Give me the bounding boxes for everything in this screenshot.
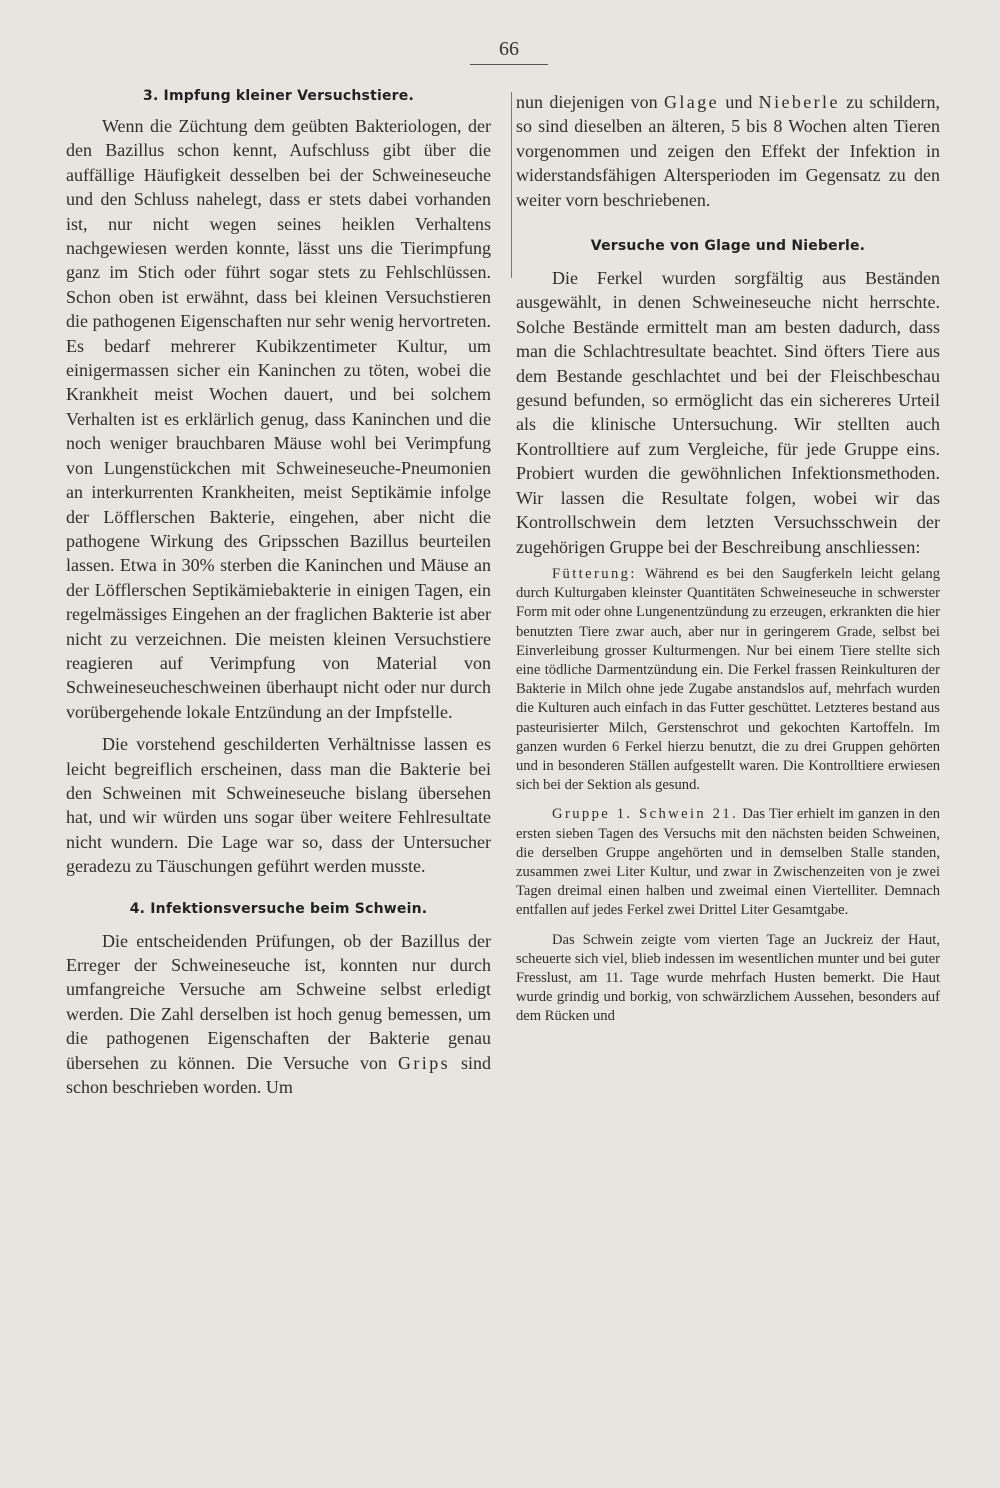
paragraph [516,90,940,212]
left-column [66,82,491,1099]
right-column [516,82,940,1027]
paragraph [66,929,491,1100]
author-name-glage: Glage [664,92,719,112]
paragraph: Die Ferkel wurden sorgfältig aus Beständen ausgewählt, in denen Schweineseuche nicht herrschte. Solche Bestände ermittelt man am besten dadurch, dass man die Schlachtresultate beachtet. Sind öfters Tiere aus dem Bestande geschlachtet und bei der Fleischbeschau gesund befunden, so ermöglicht das ein sichereres Urteil als die klinische Untersuchung. Wir stellten auch Kontrolltiere auf zum Vergleiche, für jede Gruppe eins. Probiert wurden die gewöhnlichen Infektionsmethoden. Wir lassen die Resultate folgen, wobei wir das Kontrollschwein dem letzten Versuchsschwein der zugehörigen Gruppe bei der Beschreibung anschliessen: [516,268,940,557]
paragraph-text: und [718,92,759,112]
paragraph-small [516,565,940,795]
paragraph: Wenn die Züchtung dem geübten Bakteriologen, der den Bazillus schon kennt, Aufschluss gibt über die auffällige Häufigkeit desselben bei der Schweineseuche und den Schluss nahelegt, dass er stets dabei vorhanden ist, nur nicht wegen seines heiklen Verhaltens nachgewiesen werden konnte, lässt uns die Tierimpfung ganz im Stich oder führt sogar stets zu Fehlschlüssen. Schon oben ist erwähnt, dass bei kleinen Versuchstieren die pathogenen Eigenschaften nur sehr wenig hervortreten. Es bedarf mehrerer Kubikzentimeter Kultur, um einigermassen sicher ein Kaninchen zu töten, wobei die Krankheit meist Wochen dauert, und bei solchem Verhalten ist es erklärlich genug, dass Kaninchen und die noch weniger brauchbaren Mäuse wohl bei Verimpfung von Lungenstückchen mit Schweineseuche-Pneumonien an interkurrenten Krankheiten, meist Septikämie infolge der Löfflerschen Bakterie, eingehen, aber nicht die pathogene Wirkung des Gripsschen Bazillus beurteilen lassen. Etwa in 30% sterben die Kaninchen und Mäuse an der Löfflerschen Septikämiebakterie in einigen Tagen, ein regelmässiges Eingehen an der fraglichen Bakterie ist aber nicht zu verzeichnen. Die meisten kleinen Versuchstiere reagieren auf Verimpfung von Material von Schweineseucheschweinen überhaupt nicht oder nur durch vorübergehende lokale Entzündung an der Impfstelle. [66,116,491,722]
paragraph-small [516,805,940,920]
author-name-grips: Grips [398,1052,450,1073]
subsection-label: Fütterung: [552,565,637,582]
section-heading-4: 4. Infektionsversuche beim Schwein. [129,900,428,917]
paragraph: Die vorstehend geschilderten Verhältnisse lassen es leicht begreiflich erscheinen, dass man die Bakterie bei den Schweinen mit Schweineseuche bislang übersehen hat, und wir würden uns sogar über weitere Fehlresultate nicht wundern. Die Lage war so, dass der Untersucher geradezu zu Täuschungen geführt werden musste. [66,734,491,877]
section-heading: Versuche von Glage und Nieberle. [590,238,866,255]
page-number-rule [470,64,548,65]
paragraph-text: Das Tier erhielt im ganzen in den ersten sieben Tagen des Versuchs mit den nächsten beiden Schweinen, die derselben Gruppe angehörten und in demselben Stalle standen, zusammen zwei Liter Kultur, und zwar in Zwischenzeiten von je zwei Tagen dreimal einen halben und zweimal einen Viertelliter. Demnach entfallen auf jedes Ferkel zwei Drittel Liter Gesamtgabe. [516,806,940,919]
paragraph-text: sind schon beschrieben worden. Um [66,1052,491,1098]
page-number: 66 [499,38,519,60]
paragraph-text: Während es bei den Saugferkeln leicht gelang durch Kulturgaben kleinster Quantitäten Schweineseuche in schwerster Form mit oder ohne Lungenentzündung zu erzeugen, erkrankten die hier benutzten Tiere zwar auch, aber nur in geringerem Grade, selbst bei Einverleibung grosser Kulturmengen. Nur bei einem Tiere stellte sich eine tödliche Darmentzündung ein. Die Ferkel frassen Reinkulturen der Bakterie in Milch ohne jede Zugabe anstandslos auf, mehrfach wurden die Kulturen auch einfach in das Futter geschüttet. Letzteres bestand aus pasteurisierter Milch, Gerstenschrot und gekochten Kartoffeln. Im ganzen wurden 6 Ferkel hierzu benutzt, die zu drei Gruppen gehörten und in besonderen Ställen aufgestellt waren. Die Kontrolltiere erwiesen sich bei der Sektion als gesund. [516,565,940,794]
section-heading-3: 3. Impfung kleiner Versuchstiere. [143,88,414,104]
column-divider [511,92,512,278]
paragraph-text: Die entscheidenden Prüfungen, ob der Bazillus der Erreger der Schweineseuche ist, konnten nur durch umfangreiche Versuche am Schweine selbst erledigt werden. Die Zahl derselben ist hoch genug bemessen, um die pathogenen Eigenschaften der Bakterie genau übersehen zu können. Die Versuche von [66,930,491,1073]
group-label: Gruppe 1. Schwein 21. [552,806,739,823]
paragraph-text: nun diejenigen von [516,92,664,112]
author-name-nieberle: Nieberle [758,92,840,112]
paragraph-small: Das Schwein zeigte vom vierten Tage an Juckreiz der Haut, scheuerte sich viel, blieb indessen im wesentlichen munter und bei guter Fresslust, am 11. Tage wurde mehrfach Husten bemerkt. Die Haut wurde grindig und borkig, von schwärzlichem Aussehen, besonders auf dem Rücken und [516,931,940,1025]
paragraph-text: zu schildern, so sind dieselben an älteren, 5 bis 8 Wochen alten Tieren vorgenommen und zeigen den Effekt der Infektion in widerstandsfähigen Altersperioden im Gegensatz zu den weiter vorn beschriebenen. [516,92,940,210]
